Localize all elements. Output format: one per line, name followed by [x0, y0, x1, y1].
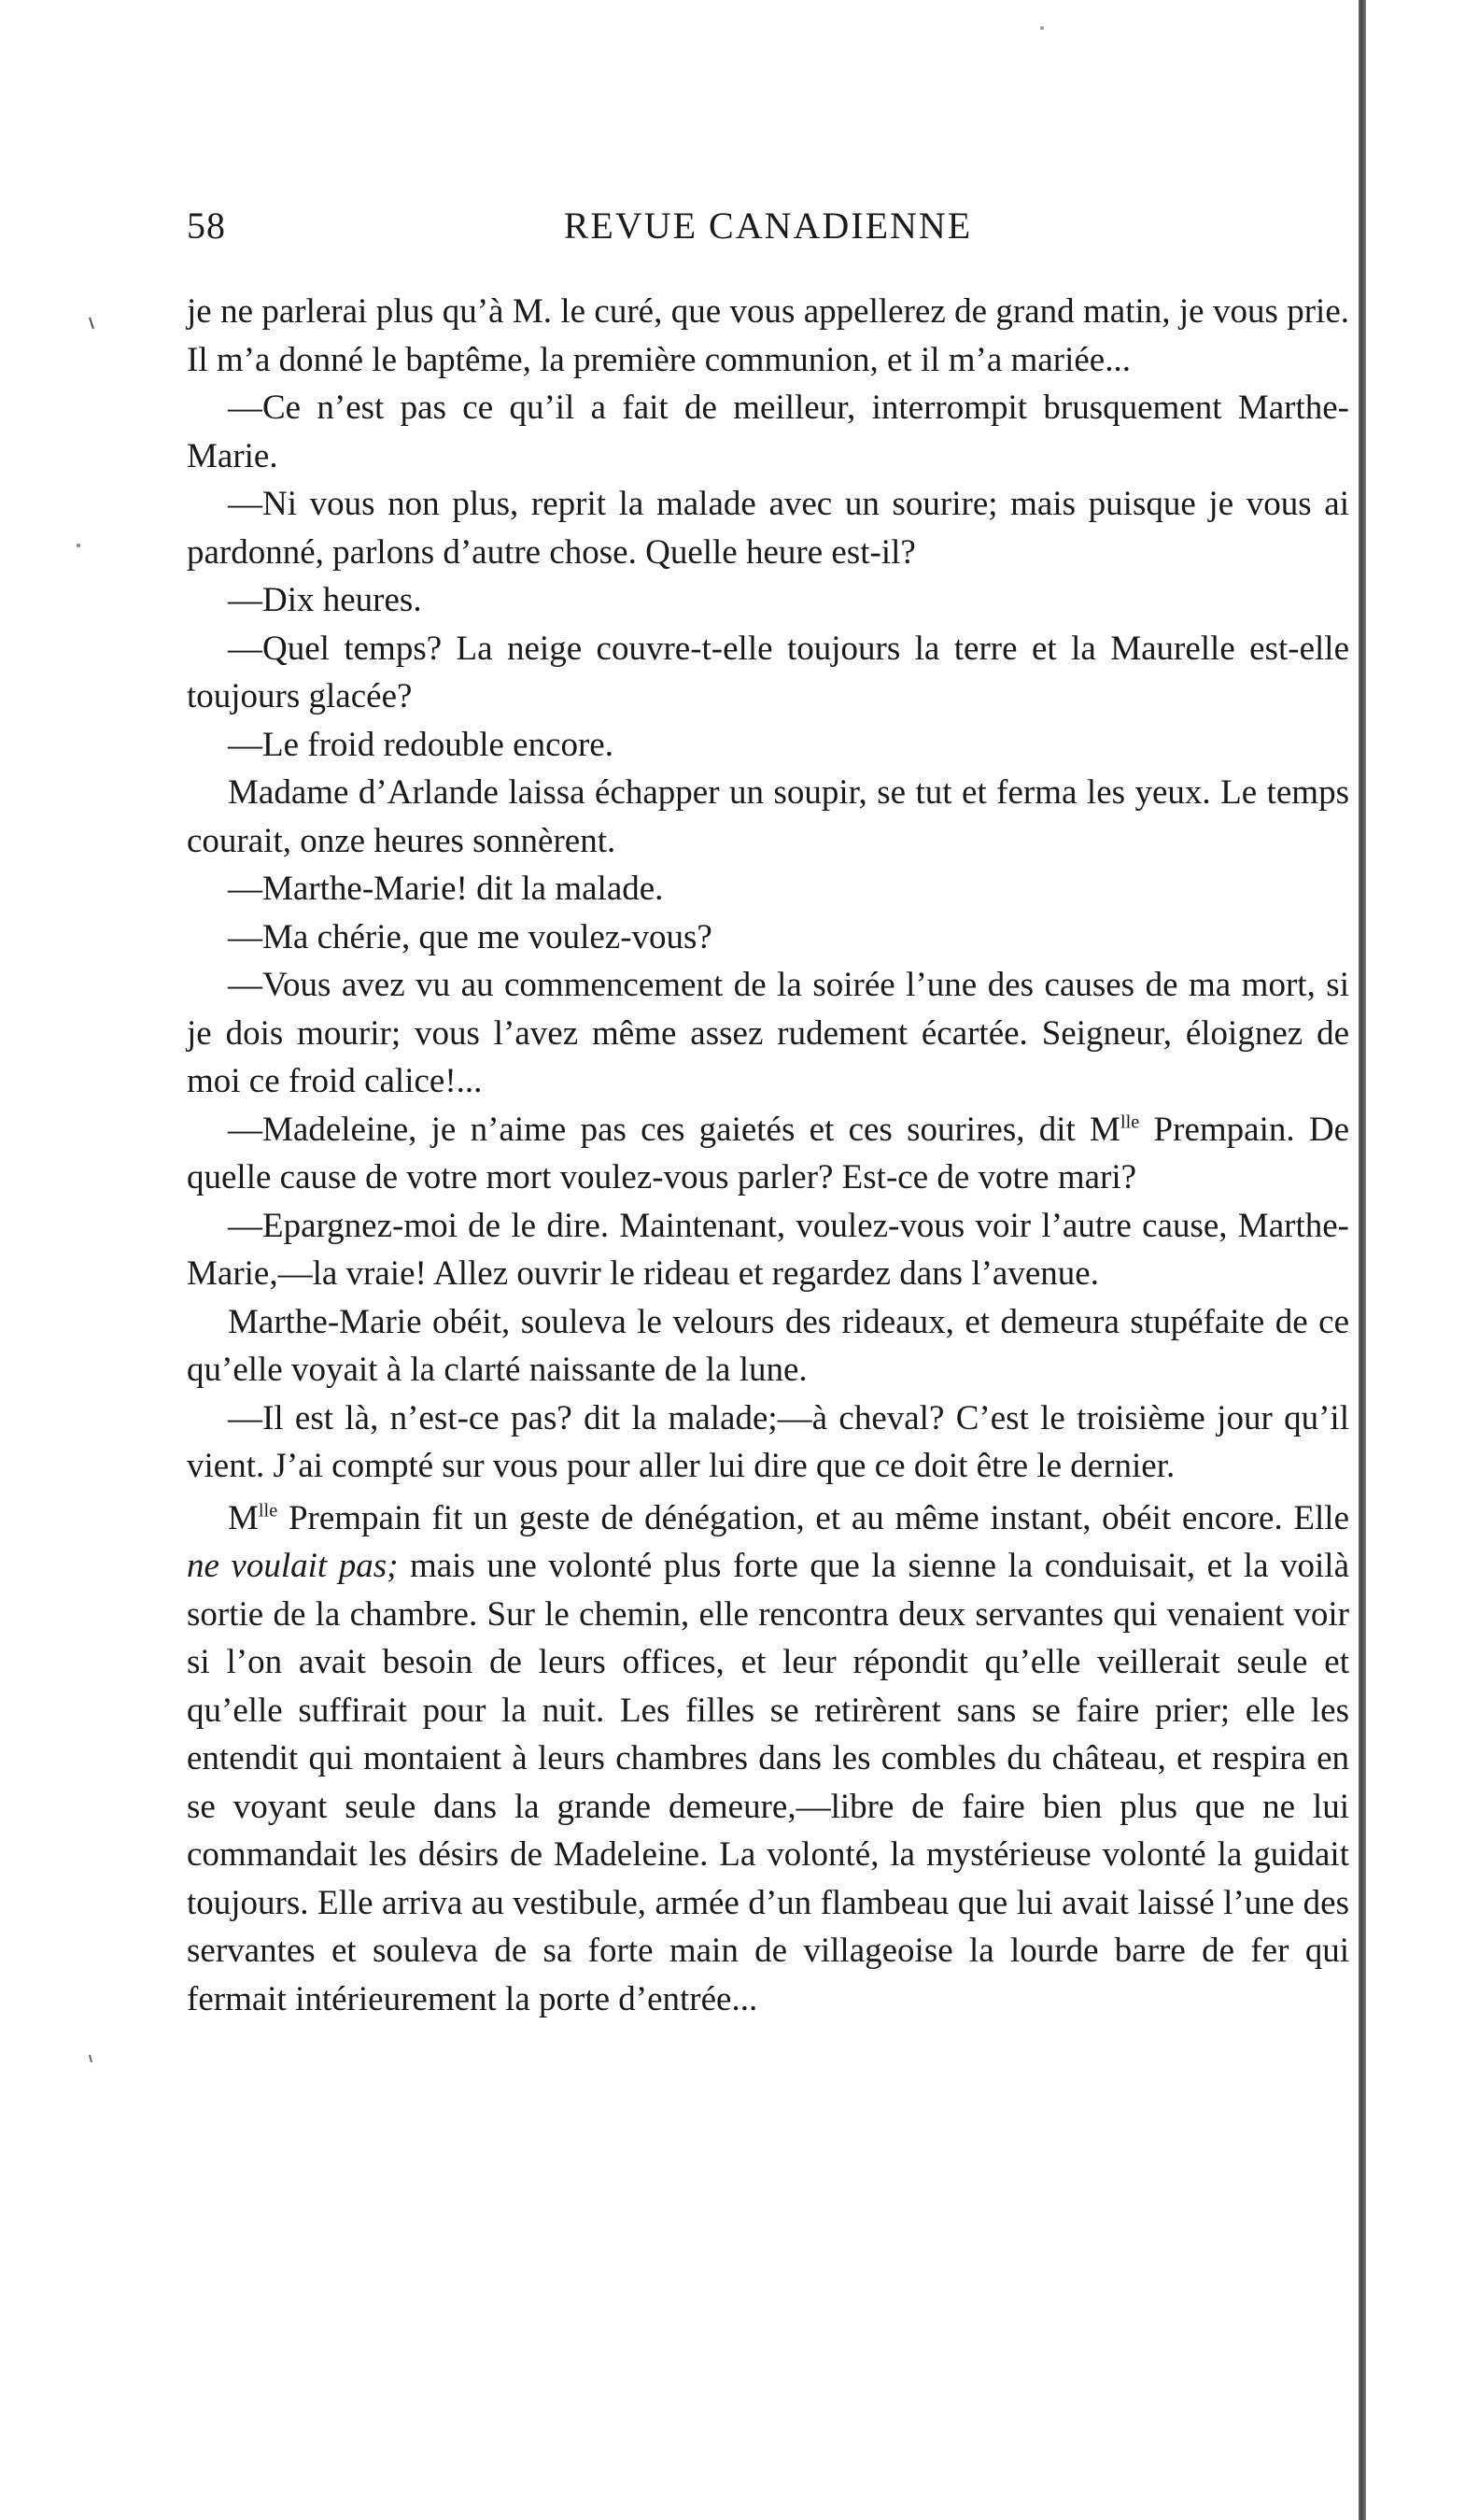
mlle-superscript: lle: [258, 1500, 278, 1522]
paragraph: —Ce n’est pas ce qu’il a fait de meilleur, interrompit brusquement Marthe-Marie.: [187, 389, 1349, 475]
page-header: [187, 196, 1349, 252]
body-text: [187, 288, 1349, 2023]
page-number: 58: [187, 205, 226, 247]
paragraph: —Marthe-Marie! dit la malade.: [228, 870, 664, 908]
paragraph: —Dix heures.: [228, 581, 422, 619]
scan-speck: [77, 544, 80, 547]
mlle-superscript: lle: [1120, 1111, 1140, 1133]
paragraph: —Epargnez-moi de le dire. Maintenant, voulez-vous voir l’autre cause, Marthe-Marie,—la vraie! Allez ouvrir le rideau et regardez dans l’avenue.: [187, 1206, 1349, 1293]
book-page: [187, 196, 1349, 2023]
paragraph: —Le froid redouble encore.: [228, 725, 613, 764]
paragraph-text: Prempain. De quelle cause de votre mort voulez-vous parler? Est-ce de votre mari?: [187, 1110, 1349, 1196]
scan-speck: [90, 318, 93, 329]
paragraph: je ne parlerai plus qu’à M. le curé, que vous appellerez de grand matin, je vous prie. Il m’a donné le baptême, la première communion, et il m’a mariée...: [187, 292, 1349, 379]
paragraph: —Ni vous non plus, reprit la malade avec un sourire; mais puisque je vous ai pardonné, parlons d’autre chose. Quelle heure est-il?: [187, 485, 1349, 572]
paragraph: —Vous avez vu au commencement de la soirée l’une des causes de ma mort, si je dois mourir; vous l’avez même assez rudement écartée. Seigneur, éloignez de moi ce froid calice!...: [187, 966, 1349, 1100]
paragraph: —Il est là, n’est-ce pas? dit la malade;—à cheval? C’est le troisième jour qu’il vient. J’ai compté sur vous pour aller lui dire que ce doit être le dernier.: [187, 1398, 1349, 1485]
scan-speck: [1040, 26, 1044, 30]
paragraph: —Quel temps? La neige couvre-t-elle toujours la terre et la Maurelle est-elle toujours glacée?: [187, 629, 1349, 715]
paragraph: [187, 1494, 1349, 2024]
paragraph: —Ma chérie, que me voulez-vous?: [228, 917, 712, 956]
running-title: REVUE CANADIENNE: [563, 205, 973, 247]
paragraph-lead: M: [228, 1498, 259, 1537]
paragraph-text: —Madeleine, je n’aime pas ces gaietés et ces sourires, dit M: [228, 1110, 1120, 1149]
paragraph-text: Prempain fit un geste de dénégation, et au même instant, obéit encore. Elle: [277, 1498, 1349, 1537]
paragraph: Madame d’Arlande laissa échapper un soupir, se tut et ferma les yeux. Le temps courait, onze heures sonnèrent.: [187, 773, 1349, 860]
italic-text: ne voulait pas;: [187, 1547, 399, 1585]
paragraph: [187, 1106, 1349, 1202]
paragraph-text: mais une volonté plus forte que la sienne la conduisait, et la voilà sortie de la chambre. Sur le chemin, elle rencontra deux servantes qui venaient voir si l’on avait besoin de leurs offices, et leur répondit qu’elle veillerait seule et qu’elle suffirait pour la nuit. Les filles se retirèrent sans se faire prier; elle les entendit qui montaient à leurs chambres dans les combles du château, et respira en se voyant seule dans la grande demeure,—libre de faire bien plus que ne lui commandait les désirs de Madeleine. La volonté, la mystérieuse volonté la guidait toujours. Elle arriva au vestibule, armée d’un flambeau que lui avait laissé l’une des servantes et souleva de sa forte main de villageoise la lourde barre de fer qui fermait intérieurement la porte d’entrée...: [187, 1547, 1349, 2018]
paragraph: Marthe-Marie obéit, souleva le velours des rideaux, et demeura stupéfaite de ce qu’elle voyait à la clarté naissante de la lune.: [187, 1302, 1349, 1389]
scan-speck: [90, 2055, 92, 2062]
